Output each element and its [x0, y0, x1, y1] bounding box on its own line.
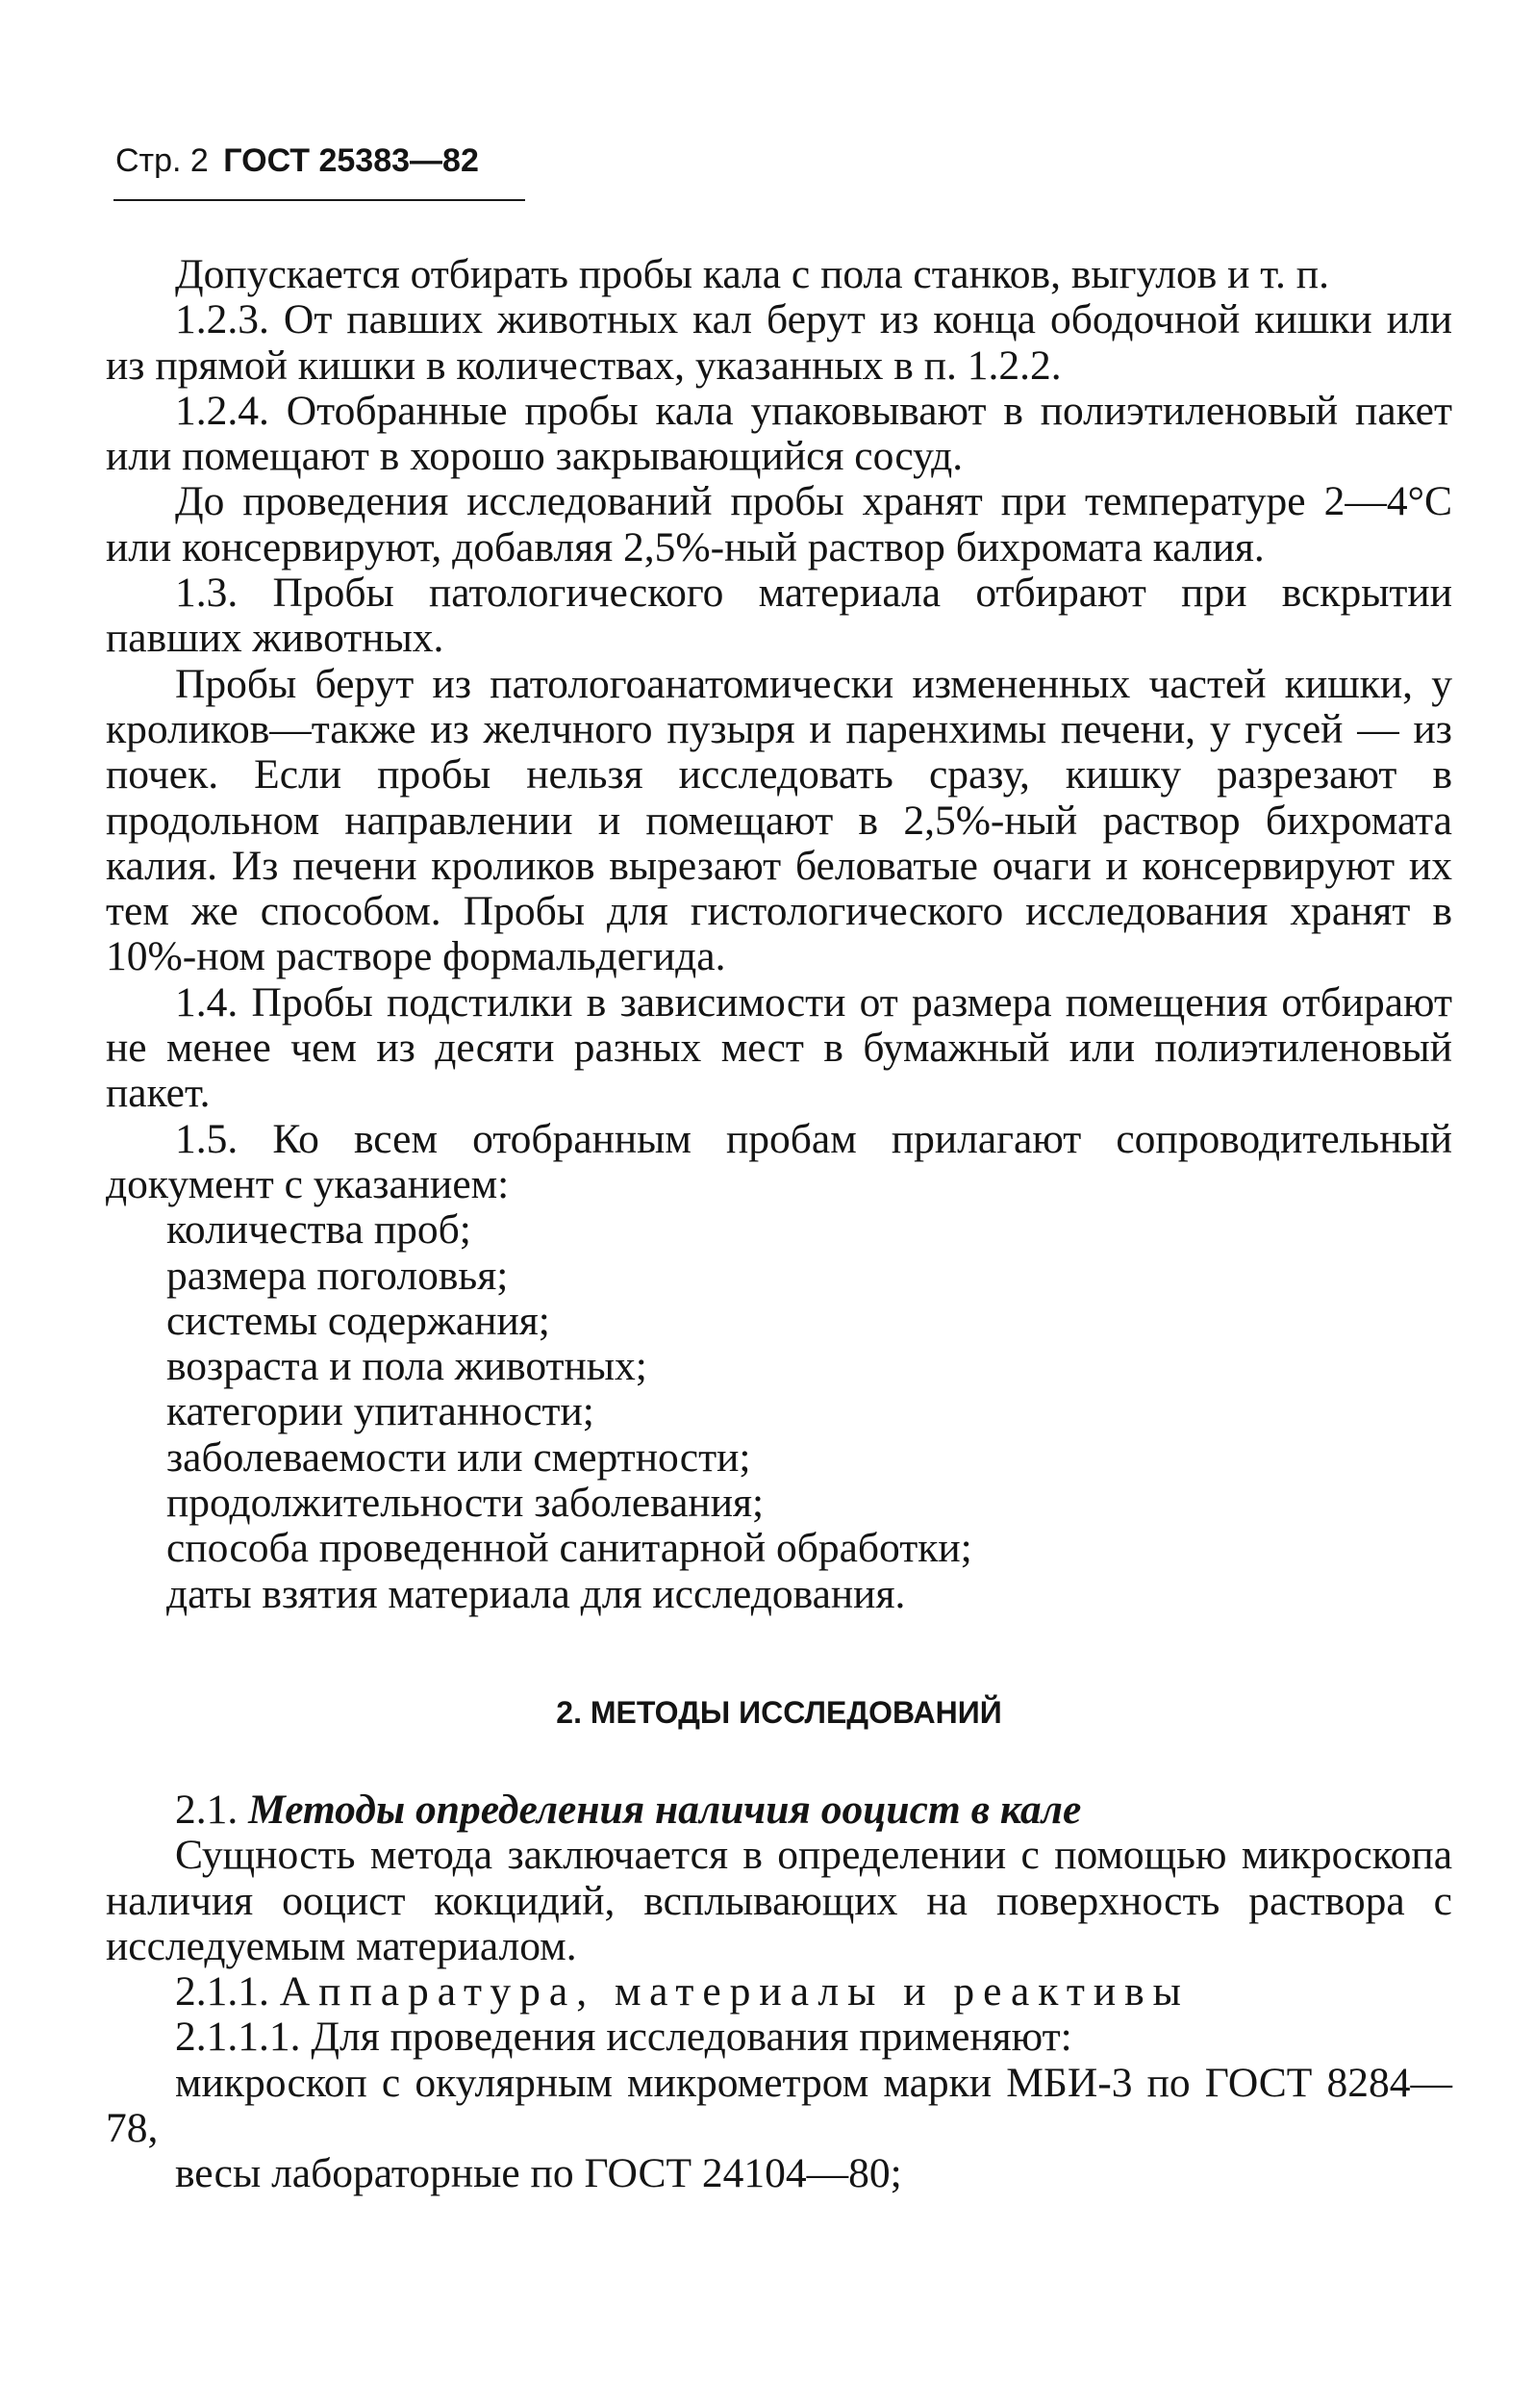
list-item: заболеваемости или смертности;	[166, 1433, 751, 1481]
paragraph: 1.4. Пробы подстилки в зависимости от размера помещения отбирают не менее чем из десяти разных мест в бумажный или полиэтиленовый пакет.	[106, 978, 1452, 1117]
list-item: продолжительности заболевания;	[166, 1480, 765, 1527]
list-item: системы содержания;	[166, 1297, 550, 1344]
paragraph: 1.3. Пробы патологического материала отбирают при вскрытии павших животных.	[106, 570, 1452, 662]
paragraph: весы лабораторные по ГОСТ 24104—80;	[175, 2150, 902, 2197]
running-header	[115, 144, 479, 177]
paragraph	[106, 1969, 1452, 2015]
paragraph: Допускается отбирать пробы кала с пола станков, выгулов и т. п.	[175, 251, 1329, 297]
list-item: количества проб;	[166, 1206, 471, 1254]
list-item: возраста и пола животных;	[166, 1343, 647, 1390]
subsection-number: 2.1.	[175, 1786, 239, 1833]
list-item: способа проведенной санитарной обработки;	[166, 1525, 972, 1572]
subsection-heading	[106, 1787, 1452, 1833]
paragraph: 2.1.1.1. Для проведения исследования применяют:	[175, 2014, 1072, 2061]
subsection-title: Методы определения наличия ооцист в кале	[248, 1786, 1082, 1833]
paragraph: 1.5. Ко всем отобранным пробам прилагают сопроводительный документ с указанием:	[106, 1115, 1452, 1207]
standard-number: ГОСТ 25383—82	[223, 142, 479, 179]
body-text	[106, 252, 1452, 2197]
paragraph: 1.2.4. Отобранные пробы кала упаковывают в полиэтиленовый пакет или помещают в хорошо закрывающийся сосуд.	[106, 387, 1452, 480]
paragraph: До проведения исследований пробы хранят при температуре 2—4°С или консервируют, добавляя 2,5%-ный раствор бихромата калия.	[106, 478, 1452, 570]
clause-number: 2.1.1.	[175, 1968, 269, 2015]
paragraph: Пробы берут из патологоанатомически измененных частей кишки, у кроликов—также из желчного пузыря и паренхимы печени, у гусей — из почек. Если пробы нельзя исследовать сразу, кишку разрезают в продольном направлении и помещают в 2,5%-ный раствор бихромата калия. Из печени кроликов вырезают беловатые очаги и консервируют их тем же способом. Пробы для гистологического исследования хранят в 10%-ном растворе формальдегида.	[106, 660, 1452, 980]
list-item: категории упитанности;	[166, 1388, 594, 1435]
paragraph: микроскоп с окулярным микрометром марки МБИ-3 по ГОСТ 8284—78,	[106, 2059, 1452, 2151]
paragraph: Сущность метода заключается в определении с помощью микроскопа наличия ооцист кокцидий, всплывающих на поверхность раствора с исследуемым материалом.	[106, 1832, 1452, 1969]
page-number: Стр. 2	[115, 142, 209, 179]
list-item: размера поголовья;	[166, 1252, 509, 1299]
requirements-list	[106, 1207, 1452, 1617]
list-item: даты взятия материала для исследования.	[166, 1570, 906, 1617]
section-title: 2. МЕТОДЫ ИССЛЕДОВАНИЙ	[556, 1694, 1002, 1730]
clause-heading: Аппаратура, материалы и реактивы	[279, 1968, 1190, 2015]
header-rule	[113, 199, 525, 201]
paragraph: 1.2.3. От павших животных кал берут из конца ободочной кишки или из прямой кишки в количествах, указанных в п. 1.2.2.	[106, 296, 1452, 389]
